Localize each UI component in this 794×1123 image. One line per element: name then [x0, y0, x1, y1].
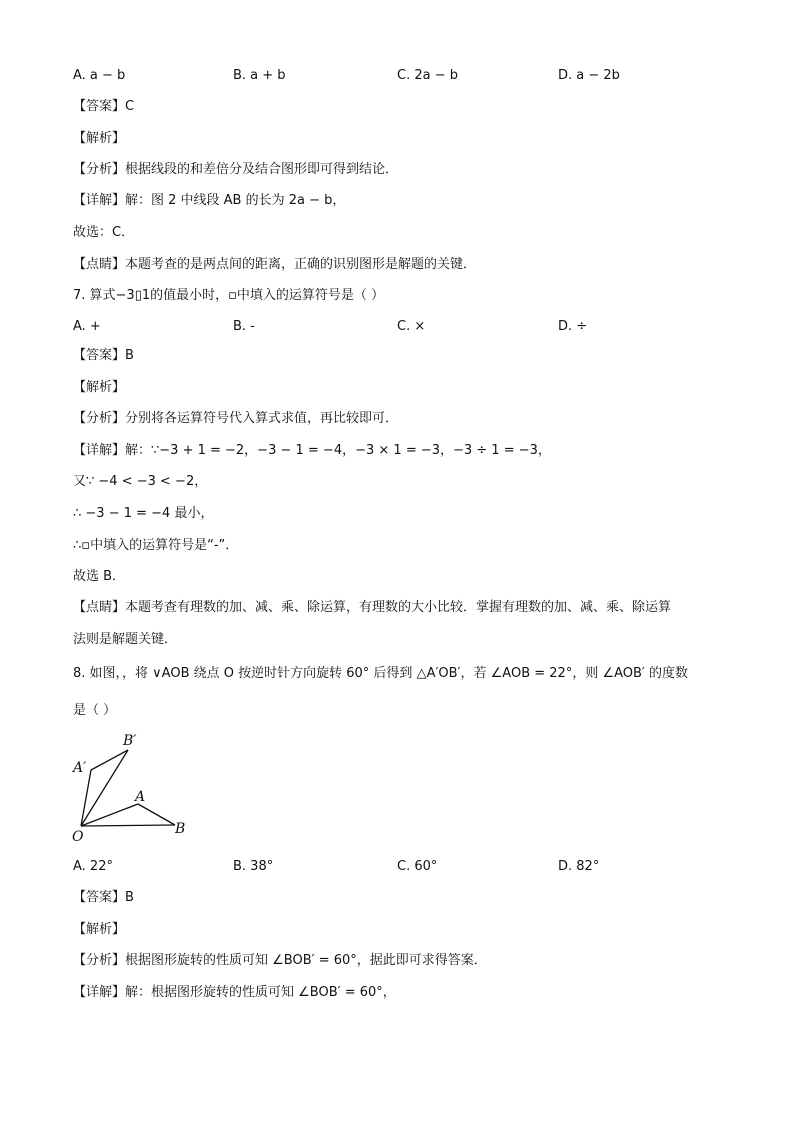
q6-detail: 【详解】解：图 2 中线段 AB 的长为 2a − b， — [73, 193, 346, 208]
q8-fenxi: 【分析】根据图形旋转的性质可知 ∠BOB′ = 60°，据此即可求得答案． — [73, 953, 487, 968]
q7-option-a: A. + — [73, 319, 101, 334]
q7-detail: 【详解】解：∵−3 + 1 = −2，−3 − 1 = −4，−3 × 1 = −3，−3 ÷ 1 = −3， — [73, 443, 551, 458]
q6-option-d: D. a − 2b — [558, 68, 620, 83]
q6-analysis-heading: 【解析】 — [73, 131, 126, 146]
q7-detail-line3: ∴ −3 − 1 = −4 最小， — [73, 506, 214, 521]
q7-fenxi: 【分析】分别将各运算符号代入算式求值，再比较即可． — [73, 411, 399, 426]
q8-answer: 【答案】B — [73, 890, 134, 905]
q7-option-b: B. - — [233, 319, 255, 334]
q7-answer: 【答案】B — [73, 348, 134, 363]
q6-comment: 【点睛】本题考查的是两点间的距离，正确的识别图形是解题的关键． — [73, 257, 477, 272]
q7-choice: 故选 B． — [73, 569, 126, 584]
q8-stem-line2: 是（ ） — [73, 703, 117, 718]
q7-option-c: C. × — [397, 319, 426, 334]
q6-option-a: A. a − b — [73, 68, 126, 83]
q7-detail-line2: 又∵ −4 < −3 < −2， — [73, 474, 208, 489]
label-b-prime: B′ — [123, 733, 137, 749]
q7-analysis-heading: 【解析】 — [73, 380, 126, 395]
q6-option-b: B. a + b — [233, 68, 286, 83]
q7-option-d: D. ÷ — [558, 319, 588, 334]
q7-detail-line4: ∴▫中填入的运算符号是“-”． — [73, 538, 239, 553]
label-o: O — [72, 829, 84, 845]
segment-oa — [81, 804, 138, 826]
q8-detail: 【详解】解：根据图形旋转的性质可知 ∠BOB′ = 60°， — [73, 985, 396, 1000]
label-a-prime: A′ — [73, 760, 87, 776]
q7-comment-line1: 【点睛】本题考查有理数的加、减、乘、除运算，有理数的大小比较．掌握有理数的加、减、乘、除运算 — [73, 600, 672, 615]
q8-option-c: C. 60° — [397, 859, 438, 874]
q8-option-a: A. 22° — [73, 859, 113, 874]
q7-comment-line2: 法则是解题关键． — [73, 632, 178, 647]
q6-choice: 故选：C． — [73, 225, 135, 240]
q6-answer: 【答案】C — [73, 99, 135, 114]
segment-ob — [81, 825, 175, 826]
q8-analysis-heading: 【解析】 — [73, 922, 126, 937]
label-a: A — [135, 789, 146, 805]
segment-ab — [138, 804, 175, 825]
q6-option-c: C. 2a − b — [397, 68, 458, 83]
q8-stem-line1: 8. 如图，，将 ∨AOB 绕点 O 按逆时针方向旋转 60° 后得到 △A′OB′，若 ∠AOB = 22°，则 ∠AOB′ 的度数 — [73, 666, 688, 681]
q8-option-d: D. 82° — [558, 859, 600, 874]
label-b: B — [175, 821, 186, 837]
q7-stem: 7. 算式−3▯1的值最小时，▫中填入的运算符号是（ ） — [73, 288, 385, 303]
q8-option-b: B. 38° — [233, 859, 274, 874]
rotation-figure — [68, 728, 198, 848]
q6-fenxi: 【分析】根据线段的和差倍分及结合图形即可得到结论． — [73, 162, 399, 177]
